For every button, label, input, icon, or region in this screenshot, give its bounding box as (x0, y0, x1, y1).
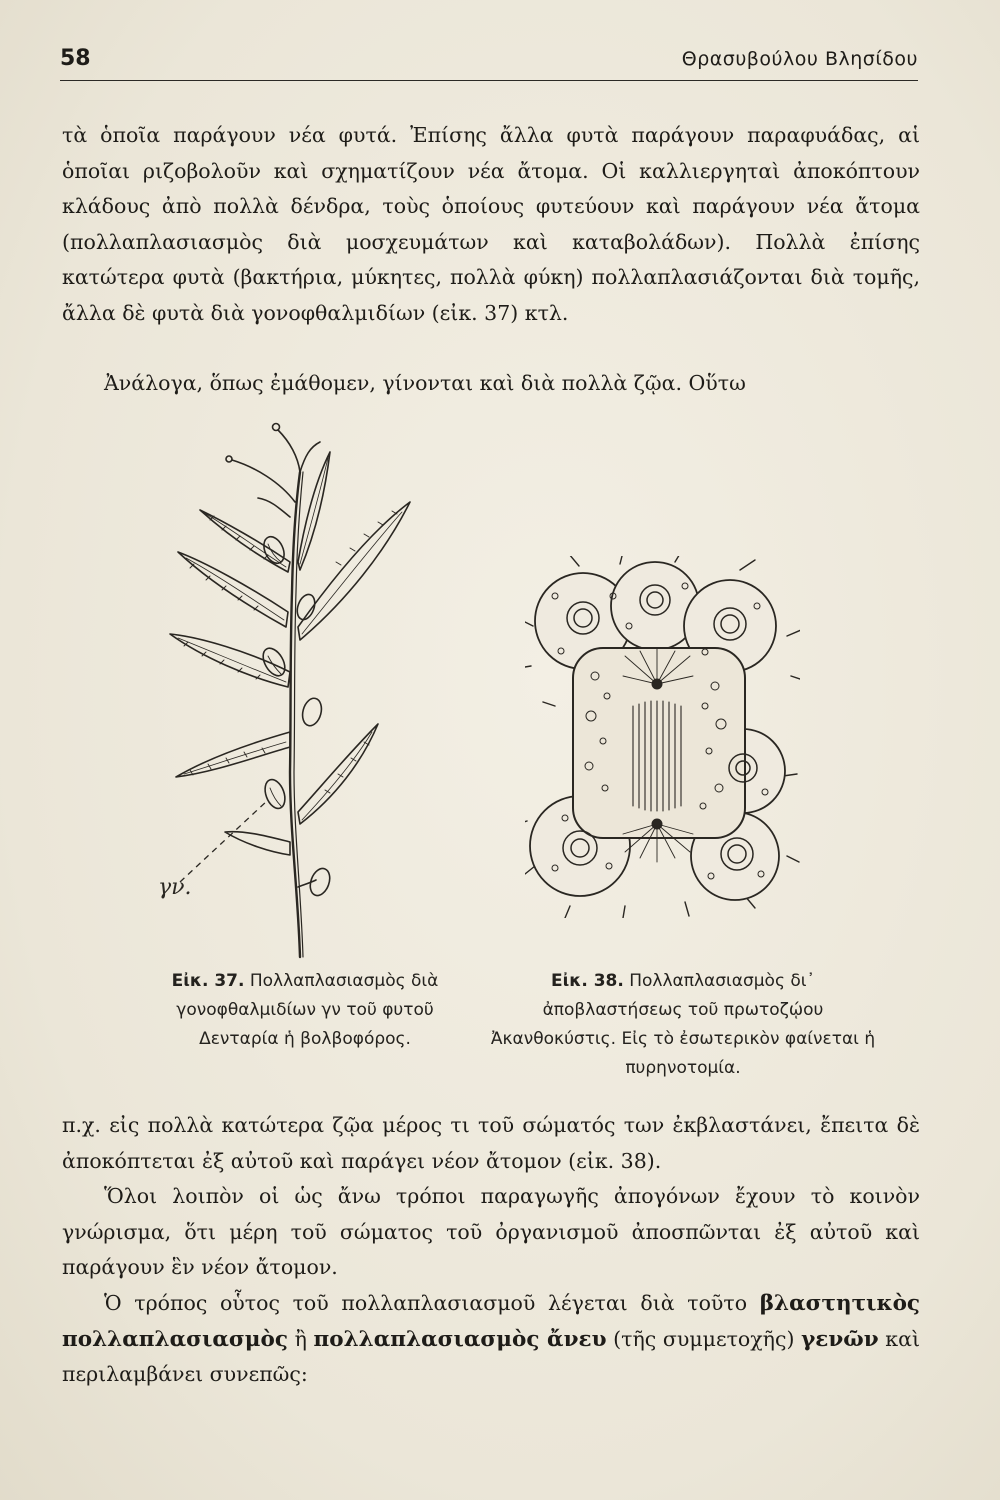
figure-37-caption (152, 967, 458, 1054)
protozoan-illustration (525, 556, 800, 918)
definition-text-2: ἢ (287, 1326, 314, 1351)
definition-text-4: καὶ περιλαμβάνει συνεπῶς: (62, 1326, 920, 1387)
figure-37-label: Εἰκ. 37. (171, 971, 245, 991)
paragraph-common-feature: Ὅλοι λοιπὸν οἱ ὡς ἄνω τρόποι παραγωγῆς ἀπογόνων ἔχουν τὸ κοινὸν γνώρισμα, ὅτι μέρη τοῦ σώματος τοῦ ὀργανισμοῦ ἀποσπῶνται ἐξ αὐτοῦ καὶ παράγουν ἓν νέον ἄτομον. (62, 1184, 920, 1280)
page-number: 58 (60, 46, 91, 71)
bulbil-annotation: γν. (158, 875, 192, 900)
plant-illustration (140, 412, 480, 962)
term-reproduction-without: πολλαπλασιασμὸς ἄνευ (313, 1326, 607, 1352)
running-head: Θρασυβούλου Βλησίδου (681, 48, 918, 70)
figure-38-caption (486, 967, 880, 1083)
term-gametes: γενῶν (801, 1326, 879, 1352)
paragraph-definition (62, 1286, 920, 1393)
definition-text-1: Ὁ τρόπος οὗτος τοῦ πολλαπλασιασμοῦ λέγεται διὰ τοῦτο (104, 1291, 760, 1315)
figure-37-dentaria-plant (140, 412, 480, 962)
paragraph-vegetative-plants: τὰ ὁποῖα παράγουν νέα φυτά. Ἐπίσης ἄλλα φυτὰ παράγουν παραφυάδας, αἱ ὁποῖαι ριζοβολοῦν καὶ σχηματίζουν νέα ἄτομα. Οἱ καλλιεργηταὶ ἀποκόπτουν κλάδους ἀπὸ πολλὰ δένδρα, τοὺς ὁποίους φυτεύουν καὶ παράγουν νέα ἄτομα (πολλαπλασιασμὸς διὰ μοσχευμάτων καὶ καταβολάδων). Πολλὰ ἐπίσης κατώτερα φυτὰ (βακτήρια, μύκητες, πολλὰ φύκη) πολλαπλασιάζονται διὰ τομῆς, ἄλλα δὲ φυτὰ διὰ γονοφθαλμιδίων (εἰκ. 37) κτλ. (62, 123, 920, 325)
paragraph-animal-budding: π.χ. εἰς πολλὰ κατώτερα ζῷα μέρος τι τοῦ σώματός των ἐκβλαστάνει, ἔπειτα δὲ ἀποκόπτεται ἐξ αὐτοῦ καὶ παράγει νέον ἄτομον (εἰκ. 38). (62, 1113, 920, 1173)
definition-text-3: (τῆς συμμετοχῆς) (606, 1326, 802, 1351)
figure-37-caption-text: Πολλαπλασιασμὸς διὰ γονοφθαλμιδίων γν τοῦ φυτοῦ Δενταρία ἡ βολβοφόρος. (176, 971, 439, 1049)
paragraph-animals-intro: Ἀνάλογα, ὅπως ἐμάθομεν, γίνονται καὶ διὰ πολλὰ ζῷα. Οὕτω (104, 371, 746, 395)
term-vegetative-reproduction: βλαστητικὸς πολλαπλασιασμὸς (62, 1291, 920, 1352)
figure-38-caption-text: Πολλαπλασιασμὸς δι᾽ ἀποβλαστήσεως τοῦ πρωτοζῴου Ἀκανθοκύστις. Εἰς τὸ ἐσωτερικὸν φαίνεται ἡ πυρηνοτομία. (490, 971, 876, 1078)
page-header (60, 42, 918, 81)
figure-38-label: Εἰκ. 38. (551, 971, 624, 991)
figure-38-acanthocystis (525, 556, 800, 918)
